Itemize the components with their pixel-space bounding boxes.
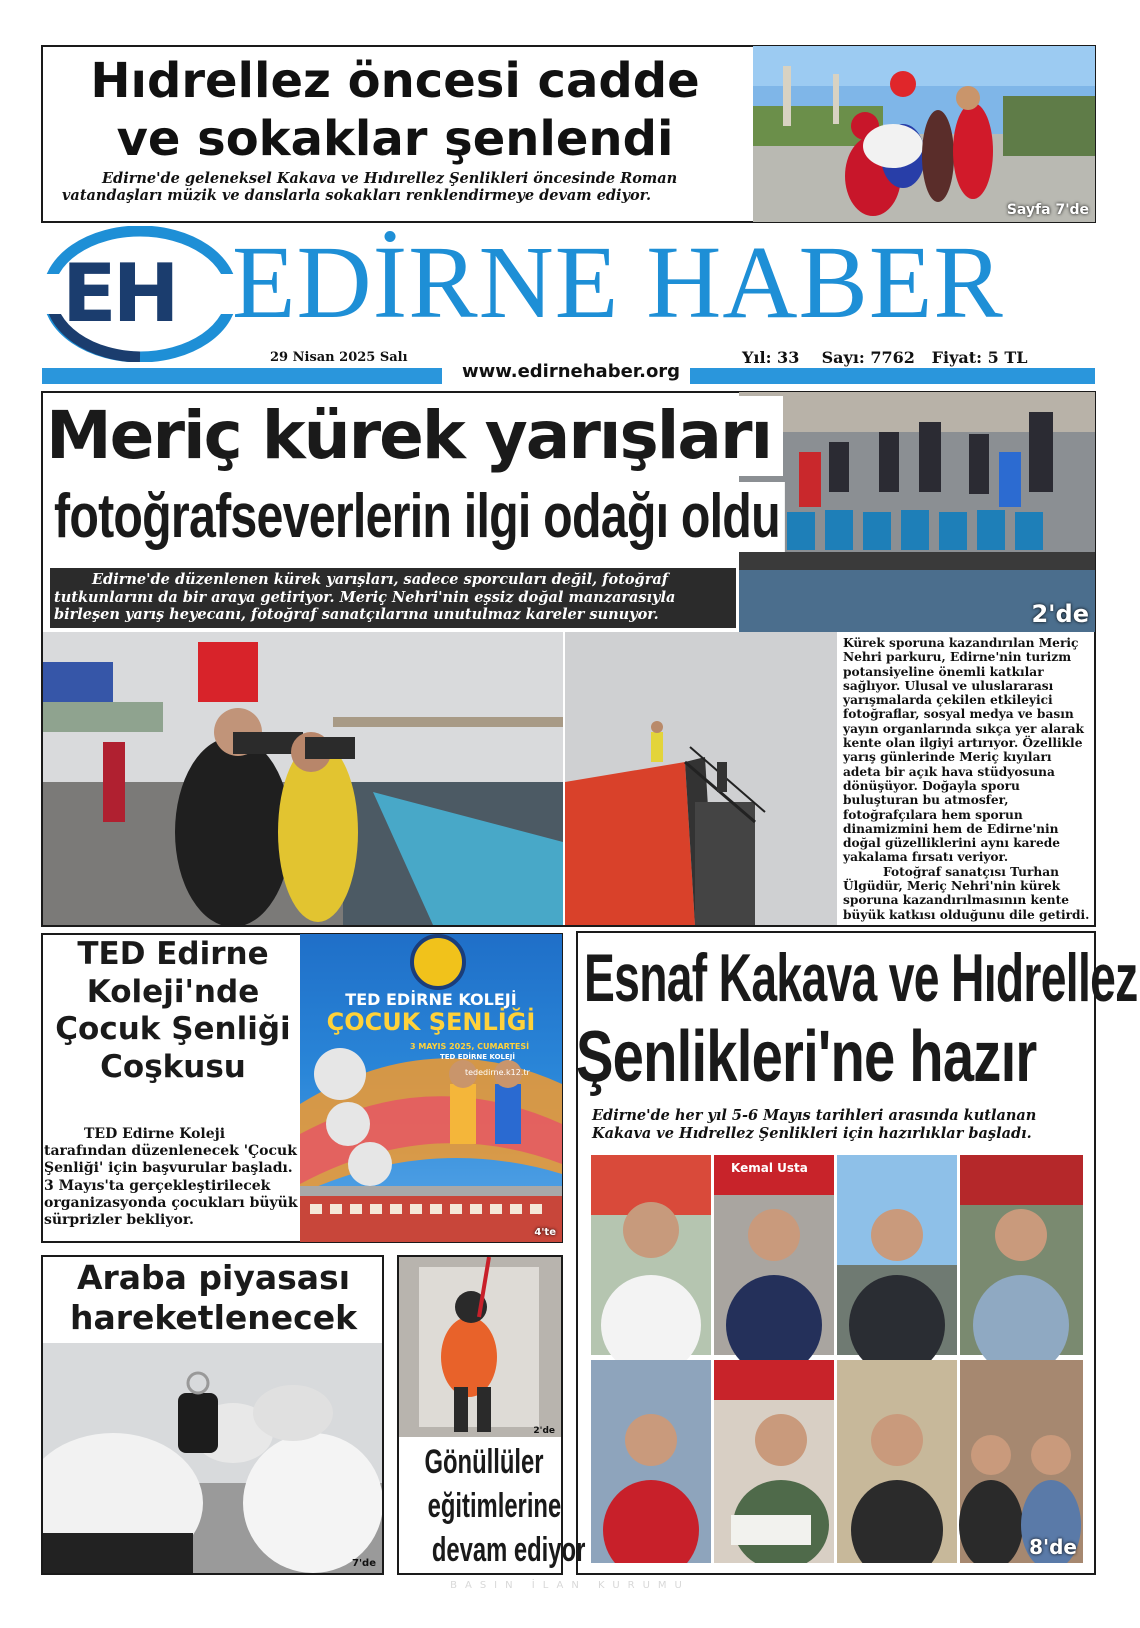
issue-price: Fiyat: 5 TL [931,348,1028,367]
teaser-page-ref: Sayfa 7'de [1006,202,1089,218]
esnaf-summary: Edirne'de her yıl 5-6 Mayıs tarihleri arasında kutlanan Kakava ve Hıdrellez Şenlikleri için hazırlıklar başladı. [592,1107,1037,1142]
esnaf-portrait-5 [591,1360,711,1563]
issue-date: 29 Nisan 2025 Salı [270,350,408,365]
lead-photographers-photo[interactable] [43,632,563,925]
issue-number: Sayı: 7762 [821,348,915,367]
teaser-summary: Edirne'de geleneksel Kakava ve Hıdırellez Şenlikleri öncesinde Roman vatandaşları müzik ve danslarla sokakları renklendirmeye devam ediyor. [62,170,678,204]
esnaf-portrait-1 [591,1155,711,1375]
rescue-photo-art [399,1257,561,1437]
lead-summary: Edirne'de düzenlenen kürek yarışları, sadece sporcuları değil, fotoğraf tutkunlarını da bir araya getiriyor. Meriç Nehri'nin eşsiz doğal manzarasıyla birleşen yarış heyecanı, fotoğraf sanatçılarına unutulmaz kareler sunuyor. [50,568,736,628]
esnaf-portrait-8 [959,1360,1083,1563]
ted-page-ref: 4'te [534,1227,556,1238]
araba-headline-line2: hareketlenecek [69,1298,358,1337]
esnaf-portraits-art [591,1155,1083,1563]
esnaf-headline-line1: Esnaf Kakava ve Hıdrellez [584,940,1138,1016]
gonullu-headline-line3 [399,1528,586,1572]
esnaf-headline-line2: Şenlikleri'ne hazır [576,1017,1037,1097]
esnaf-shop-sign: Kemal Usta [731,1161,808,1175]
lead-body [843,636,1093,922]
esnaf-photo-grid [591,1155,1083,1563]
ted-poster-subtitle: ÇOCUK ŞENLİĞİ [326,1008,536,1036]
ted-poster-art [300,934,562,1242]
lead-boat-photo[interactable] [565,632,837,925]
esnaf-page-ref: 8'de [1029,1535,1077,1559]
issue-year: Yıl: 33 [742,348,800,367]
teaser-photo-art [753,46,1095,222]
gonullu-headline-line1 [399,1440,561,1484]
teaser-headline-line2: ve sokaklar şenlendi [116,111,674,167]
gonullu-headline-line2-text: eğitimlerine [427,1487,562,1525]
masthead-bar-right [690,368,1095,384]
lead-page-ref: 2'de [1031,600,1089,628]
gonullu-headline-line1-text: Gönüllüler [424,1443,544,1481]
gonullu-photo[interactable] [399,1257,561,1437]
boat-photo-art [565,632,837,925]
ted-summary: TED Edirne Koleji tarafından düzenlenecek 'Çocuk Şenliği' için başvurular başladı. 3 Mayıs'ta gerçekleştirilecek organizasyonda çocukları büyük sürprizler bekliyor. [44,1126,298,1229]
lead-headline-line1: Meriç kürek yarışları [46,396,783,476]
issue-meta [742,348,1027,367]
watermark: BASIN İLAN KURUMU [450,1580,690,1591]
esnaf-headline[interactable] [576,938,1138,1098]
araba-page-ref: 7'de [352,1558,376,1569]
lead-body-paragraph-2: Fotoğraf sanatçısı Turhan Ülgüdür, Meriç Nehri'nin kürek sporuna kazandırılmasının kente büyük katkısı olduğunu dile getirdi. [843,864,1090,922]
ted-poster-site[interactable]: tededirne.k12.tr [465,1068,530,1077]
teaser-headline[interactable] [50,52,740,168]
cars-photo-art [43,1343,382,1573]
masthead-bar-left [42,368,442,384]
ted-poster[interactable] [300,934,562,1242]
photographers-photo-art [43,632,563,925]
masthead-title[interactable]: EDİRNE HABER [232,225,1004,340]
ted-headline[interactable]: TED Edirne Koleji'nde Çocuk Şenliği Coşkusu [55,936,291,1085]
esnaf-portrait-3 [837,1155,957,1375]
esnaf-portrait-6 [714,1360,834,1563]
masthead-logo[interactable] [42,226,242,362]
teaser-photo[interactable] [753,46,1095,222]
teaser-headline-line1: Hıdrellez öncesi cadde [90,53,700,109]
gonullu-headline[interactable] [399,1440,586,1572]
ted-poster-title: TED EDİRNE KOLEJİ [345,990,517,1009]
website-link[interactable]: www.edirnehaber.org [462,361,681,382]
araba-photo[interactable] [43,1343,382,1573]
lead-body-paragraph-1: Kürek sporuna kazandırılan Meriç Nehri parkuru, Edirne'nin turizm potansiyeline önemli katkılar sağlıyor. Ulusal ve uluslararası yarışmalarda çekilen etkileyici fotoğraflar, sosyal medya ve basın yayın organlarında sıkça yer alarak kente olan ilgiyi artırıyor. Özellikle yarış günlerinde Meriç kıyıları adeta bir açık hava stüdyosuna dönüşüyor. Doğayla sporu buluşturan bu atmosfer, fotoğrafçılara hem sporun dinamizmini hem de Edirne'nin doğal güzelliklerini aynı karede yakalama fırsatı veriyor. [843,636,1084,865]
lead-headline-line2: fotoğrafseverlerin ilgi odağı oldu [54,482,785,552]
gonullu-page-ref: 2'de [533,1426,555,1436]
araba-headline[interactable] [46,1258,381,1338]
esnaf-portrait-2 [714,1155,834,1375]
ted-poster-place: TED EDİRNE KOLEJİ [440,1053,515,1061]
esnaf-portrait-4 [960,1155,1083,1375]
gonullu-headline-line2 [399,1484,561,1528]
logo-letters: EH [62,247,176,340]
esnaf-portrait-7 [837,1360,957,1563]
gonullu-headline-line3-text: devam ediyor [431,1531,586,1569]
ted-poster-date: 3 MAYIS 2025, CUMARTESİ [410,1042,530,1051]
araba-headline-line1: Araba piyasası [76,1258,351,1297]
lead-headline[interactable] [46,396,826,566]
